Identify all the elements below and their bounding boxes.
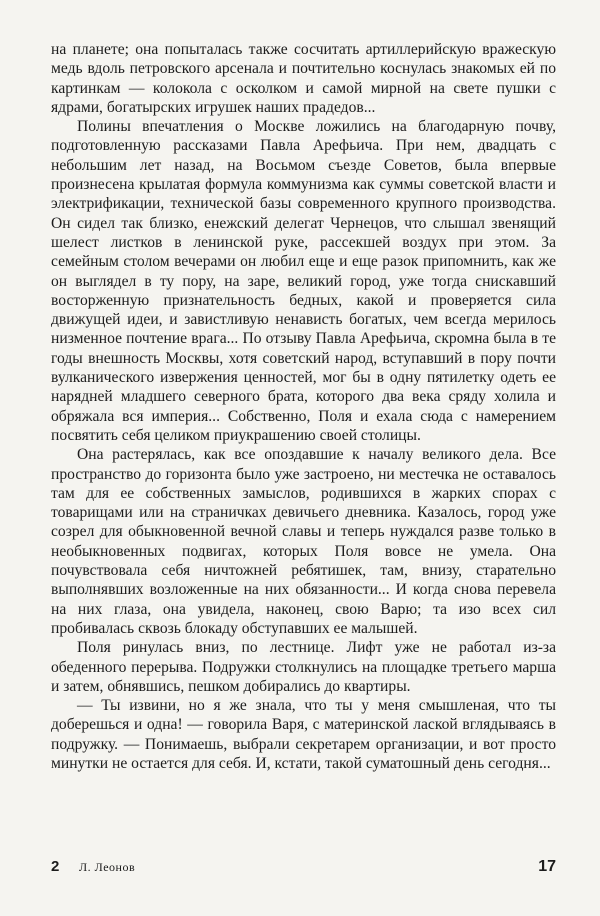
signature-author: Л. Леонов [79, 860, 136, 874]
paragraph: Полины впечатления о Москве ложились на благодарную почву, подготовленную рассказами Павла Арефьича. При нем, двадцать с небольшим лет назад, на Восьмом съезде Советов, была впервые произнесена крылатая формула коммунизма как суммы советской власти и электрификации, технической базы современного крупного производства. Он сидел так близко, енежский делегат Чернецов, что слышал звенящий шелест листков в ленинской руке, рассекшей воздух при этом. За семейным столом вечерами он любил еще и еще разок припомнить, как же он выглядел в ту пору, на заре, великий город, уже тогда снискавший восторженную признательность бедных, какой и проверяется сила движущей идеи, и завистливую ненависть богатых, чем всегда мерилось низменное почтение врага... По отзыву Павла Арефьича, скромна была в те годы внешность Москвы, хотя советский народ, вступавший в пору почти вулканического извержения ценностей, мог бы в одну пятилетку одеть ее нарядней младшего северного брата, которого два века сряду холила и обряжала вся империя... Собственно, Поля и ехала сюда с намерением посвятить себя целиком приукрашению своей столицы. [51, 118, 556, 444]
paragraph: — Ты извини, но я же знала, что ты у меня смышленая, что ты доберешься и одна! — говорила Варя, с материнской лаской вглядываясь в подружку. — Понимаешь, выбрали секретарем организации, и вот просто минутки не остается для себя. И, кстати, такой суматошный день сегодня... [51, 697, 556, 772]
signature-number: 2 [51, 858, 60, 875]
paragraph: Поля ринулась вниз, по лестнице. Лифт уже не работал из-за обеденного перерыва. Подружки столкнулись на площадке третьего марша и затем, обнявшись, пешком добирались до квартиры. [51, 639, 556, 695]
page-number: 17 [538, 858, 556, 875]
body-text [51, 40, 556, 773]
page-footer [51, 858, 556, 880]
paragraph-continuation: на планете; она попыталась также сосчитать артиллерийскую вражескую медь вдоль петровского арсенала и почтительно коснулась знакомых ей по картинкам — колокола с осколком и самой мирной на свете пушки с ядрами, богатырских игрушек наших прадедов... [51, 41, 556, 116]
paragraph: Она растерялась, как все опоздавшие к началу великого дела. Все пространство до горизонта было уже застроено, ни местечка не оставалось там для ее собственных замыслов, родившихся в жарких спорах с товарищами или на страничках девичьего дневника. Казалось, город уже созрел для обыкновенной вечной славы и теперь нуждался разве только в необыкновенных подвигах, которых Поля вовсе не умела. Она почувствовала себя ничтожней ребятишек, там, внизу, старательно выполнявших возложенные на них обязанности... И когда снова перевела на них глаза, она увидела, наконец, свою Варю; та изо всех сил пробивалась сквозь блокаду обступавших ее малышей. [51, 446, 556, 637]
